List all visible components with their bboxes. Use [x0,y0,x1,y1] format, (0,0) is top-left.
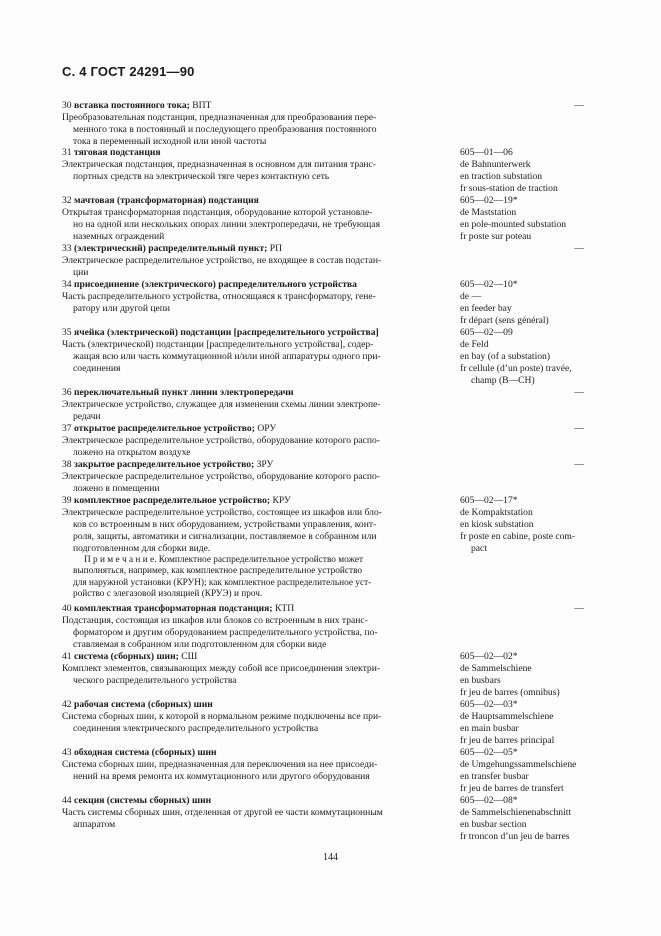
term-right-column [460,603,618,615]
definition-line: Часть (электрической) подстанции [распределительного устройства], содер- [62,338,374,350]
term-heading [62,327,452,339]
term-abbreviation: РП [269,243,282,254]
no-equivalent-dash: — [574,387,584,398]
term-right-column [460,747,618,795]
foreign-equivalent: champ (B—CH) [471,374,535,386]
iec-reference: 605—02—10* [460,279,518,290]
note-line: выполняться, например, как комплектное распределительное устройство [73,566,363,577]
iec-reference: 605—02—17* [460,495,518,506]
term-name: открытое распределительное устройство; [74,423,255,434]
foreign-equivalent: pact [471,542,487,554]
term-left-column [62,147,452,183]
term-name: комплектное распределительное устройство; [74,495,271,506]
term-number: 40 [62,603,72,614]
term-definition [62,399,452,423]
term-heading [62,747,452,759]
term-definition [62,291,452,315]
term-abbreviation: СШ [181,651,198,662]
foreign-equivalent: de Sammelschienenabschnitt [460,806,572,818]
term-number: 38 [62,459,72,470]
definition-line: ставляемая в собранном или подготовленном для сборки виде [73,638,327,650]
definition-line: Система сборных шин, предназначенная для переключения на нее присоеди- [62,758,378,770]
term-left-column [62,495,452,601]
foreign-equivalent: en feeder bay [460,302,512,314]
term-heading [62,795,452,807]
term-abbreviation: КРУ [272,495,291,506]
definition-line: форматором и другим оборудованием распределительного устройства, по- [73,626,378,638]
foreign-equivalent: de — [460,290,482,302]
foreign-equivalent: de Sammelschiene [460,662,532,674]
definition-line: Система сборных шин, к которой в нормальном режиме подключены все при- [62,710,382,722]
term-definition [62,207,452,243]
term-number: 42 [62,699,72,710]
term-right-column [460,100,618,112]
term-right-column [460,147,618,195]
definition-line: менного тока в постоянный и последующего преобразования постоянного [73,123,377,135]
page-header: С. 4 ГОСТ 24291—90 [62,64,195,79]
term-number: 30 [62,100,72,111]
definition-line: Подстанция, состоящая из шкафов или блоков со встроенным в них транс- [62,614,368,626]
term-left-column [62,651,452,687]
iec-reference: 605—02—03* [460,699,518,710]
foreign-equivalent: de Kompaktstation [460,506,533,518]
term-right-column [460,495,618,555]
foreign-equivalent: en busbar section [460,818,527,830]
definition-line: тока в переменный исходной или иной частоты [73,135,267,147]
definition-line: Часть распределительного устройства, относящаяся к трансформатору, гене- [62,290,376,302]
term-right-column [460,243,618,255]
foreign-equivalent: en bay (of a substation) [460,350,551,362]
term-right-column [460,387,618,399]
no-equivalent-dash: — [574,603,584,614]
iec-reference: 605—01—06 [460,147,513,158]
term-left-column [62,279,452,315]
term-right-column [460,195,618,243]
definition-line: Открытая трансформаторная подстанция, оборудование которой установле- [62,206,373,218]
no-equivalent-dash: — [574,243,584,254]
term-name: присоединение (электрического) распределительного устройства [74,279,357,290]
term-heading [62,423,452,435]
iec-reference: 605—02—19* [460,195,518,206]
term-definition [62,615,452,651]
term-left-column [62,100,452,148]
term-heading [62,603,452,615]
iec-reference: 605—02—05* [460,747,518,758]
iec-reference: 605—02—08* [460,795,518,806]
term-number: 41 [62,651,72,662]
term-right-column [460,459,618,471]
term-number: 32 [62,195,72,206]
definition-line: ратору или другой цепи [73,302,171,314]
term-heading [62,243,452,255]
foreign-equivalent: en transfer busbar [460,770,529,782]
term-number: 33 [62,243,72,254]
definition-line: ков со встроенным в них оборудованием, устройствами управления, конт- [73,518,377,530]
term-name: обходная система (сборных) шин [74,747,217,758]
iec-reference: 605—02—02* [460,651,518,662]
foreign-equivalent: de Umgehungssammelschiene [460,758,577,770]
definition-line: Электрическая подстанция, предназначенная в основном для питания транс- [62,158,376,170]
term-abbreviation: КТП [274,603,295,614]
term-name: вставка постоянного тока; [74,100,190,111]
term-name: рабочая система (сборных) шин [74,699,213,710]
definition-line: нений на время ремонта их коммутационного или другого оборудования [73,770,370,782]
definition-line: ческого распределительного устройства [73,674,237,686]
term-definition [62,711,452,735]
term-note [62,555,452,601]
foreign-equivalent: de Bahnunterwerk [460,158,531,170]
term-abbreviation: ВПТ [192,100,212,111]
foreign-equivalent: de Hauptsammelschiene [460,710,554,722]
foreign-equivalent: en pole-mounted substation [460,218,567,230]
term-name: переключательный пункт линии электропередачи [74,387,294,398]
term-name: закрытое распределительное устройство; [74,459,255,470]
term-definition [62,112,452,148]
term-left-column [62,327,452,375]
term-right-column [460,423,618,435]
foreign-equivalent: en busbars [460,674,501,686]
definition-line: Преобразовательная подстанция, предназначенная для преобразования пере- [62,111,377,123]
no-equivalent-dash: — [574,100,584,111]
term-number: 43 [62,747,72,758]
term-number: 34 [62,279,72,290]
term-definition [62,507,452,555]
definition-line: портных средств на электрической тяге через контактную сеть [73,170,330,182]
term-definition [62,471,452,495]
foreign-equivalent: fr départ (sens général) [460,314,549,326]
term-left-column [62,603,452,651]
term-number: 35 [62,327,72,338]
foreign-equivalent: fr jeu de barres de transfert [460,782,564,794]
term-left-column [62,195,452,243]
term-name: тяговая подстанция [74,147,161,158]
note-line: для наружной установки (КРУН); как комплектное распределительное уст- [73,577,372,588]
term-definition [62,339,452,375]
term-number: 39 [62,495,72,506]
term-name: комплектная трансформаторная подстанция; [74,603,273,614]
definition-line: Комплект элементов, связывающих между собой все присоединения электри- [62,662,381,674]
term-heading [62,651,452,663]
term-left-column [62,699,452,735]
term-definition [62,807,452,831]
term-right-column [460,651,618,699]
term-heading [62,495,452,507]
foreign-equivalent: de Feld [460,338,489,350]
term-name: секция (системы сборных) шин [74,795,212,806]
foreign-equivalent: fr poste en cabine, poste com- [460,530,576,542]
term-definition [62,435,452,459]
term-definition [62,255,452,279]
definition-line: но на одной или нескольких опорах линии электропередачи, не требующая [73,218,380,230]
iec-reference: 605—02—09 [460,327,513,338]
definition-line: Электрическое распределительное устройство, оборудование которого распо- [62,470,380,482]
term-name: (электрический) распределительный пункт; [74,243,268,254]
definition-line: аппаратом [73,818,116,830]
term-number: 31 [62,147,72,158]
term-abbreviation: ЗРУ [256,459,274,470]
definition-line: ции [73,266,89,278]
foreign-equivalent: fr jeu de barres (omnibus) [460,686,560,698]
term-heading [62,279,452,291]
term-right-column [460,795,618,843]
term-name: ячейка (электрической) подстанции [распределительного устройства] [74,327,379,338]
term-heading [62,100,452,112]
definition-line: соединения электрического распределительного устройства [73,722,319,734]
term-left-column [62,795,452,831]
definition-line: Электрическое устройство, служащее для изменения схемы линии электропе- [62,398,381,410]
term-heading [62,147,452,159]
term-right-column [460,279,618,327]
term-right-column [460,327,618,387]
foreign-equivalent: fr troncon d’un jeu de barres [460,830,570,842]
foreign-equivalent: de Maststation [460,206,517,218]
term-number: 36 [62,387,72,398]
no-equivalent-dash: — [574,423,584,434]
term-abbreviation: ОРУ [257,423,277,434]
definition-line: подготовленном для сборки виде. [73,542,211,554]
term-definition [62,759,452,783]
term-definition [62,159,452,183]
definition-line: ложено в помещении [73,482,160,494]
foreign-equivalent: en kiosk substation [460,518,534,530]
term-heading [62,195,452,207]
definition-line: редачи [73,410,101,422]
definition-line: роля, защиты, автоматики и сигнализации, поставляемое в собранном или [73,530,377,542]
term-name: мачтовая (трансформаторная) подстанция [74,195,259,206]
term-heading [62,387,452,399]
term-heading [62,699,452,711]
definition-line: Электрическое распределительное устройство, не входящее в состав подстан- [62,254,382,266]
definition-line: наземных ограждений [73,230,165,242]
term-number: 37 [62,423,72,434]
note-line: ройство с элегазовой изоляцией (КРУЭ) и проч. [73,589,263,600]
foreign-equivalent: fr cellule (d’un poste) travée, [460,362,572,374]
term-definition [62,663,452,687]
term-left-column [62,423,452,459]
foreign-equivalent: fr jeu de barres principal [460,734,555,746]
foreign-equivalent: en main busbar [460,722,519,734]
term-name: система (сборных) шин; [74,651,179,662]
definition-line: Электрическое распределительное устройство, состоящее из шкафов или бло- [62,506,382,518]
no-equivalent-dash: — [574,459,584,470]
term-left-column [62,459,452,495]
definition-line: соединения [73,362,121,374]
term-left-column [62,243,452,279]
page-number: 144 [323,852,338,863]
term-left-column [62,747,452,783]
term-left-column [62,387,452,423]
term-number: 44 [62,795,72,806]
note-line: П р и м е ч а н и е. Комплектное распределительное устройство может [84,554,364,565]
foreign-equivalent: fr sous-station de traction [460,182,558,194]
definition-line: ложено на открытом воздухе [73,446,191,458]
term-heading [62,459,452,471]
definition-line: Электрическое распределительное устройство, оборудование которого распо- [62,434,380,446]
term-right-column [460,699,618,747]
definition-line: жащая всю или часть коммутационной и/или иной аппаратуры одного при- [73,350,381,362]
foreign-equivalent: en traction substation [460,170,543,182]
definition-line: Часть системы сборных шин, отделенная от другой ее части коммутационным [62,806,383,818]
foreign-equivalent: fr poste sur poteau [460,230,532,242]
